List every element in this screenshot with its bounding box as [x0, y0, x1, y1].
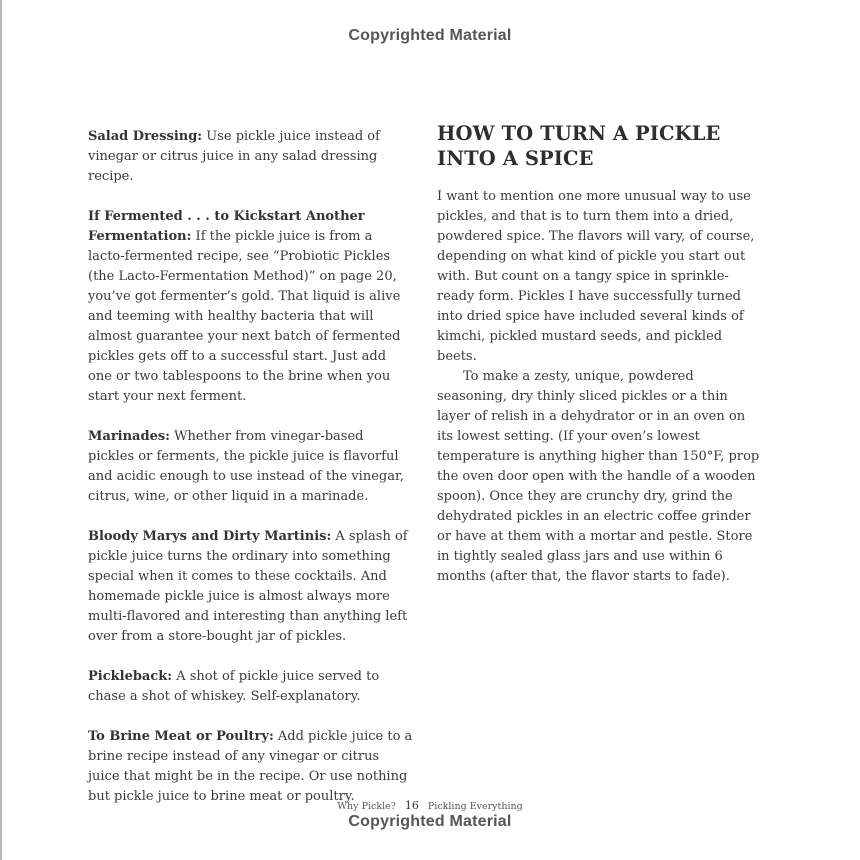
entry-term: Pickleback: [88, 669, 173, 684]
entry-text: A shot of pickle juice served to chase a shot of whiskey. Self-explanatory. [88, 669, 380, 704]
entry-cocktails [88, 527, 413, 647]
entry-text: Add pickle juice to a brine recipe instead of any vinegar or citrus juice that might be in the recipe. Or use nothing but pickle juice to brine meat or poultry. [88, 729, 413, 804]
page-footer [0, 799, 860, 812]
copyright-watermark-top: Copyrighted Material [348, 27, 512, 44]
page-edge [0, 0, 2, 860]
entry-text: Use pickle juice instead of vinegar or citrus juice in any salad dressing recipe. [88, 129, 380, 184]
entry-term: Marinades: [88, 429, 170, 444]
copyright-watermark-bottom: Copyrighted Material [348, 813, 512, 830]
footer-chapter: Pickling Everything [427, 801, 523, 812]
entry-salad-dressing [88, 127, 413, 187]
left-column [88, 127, 413, 827]
entry-term: To Brine Meat or Poultry: [88, 729, 274, 744]
entry-text: Whether from vinegar-based pickles or ferments, the pickle juice is flavorful and acidic enough to use instead of the vinegar, citrus, wine, or other liquid in a marinade. [88, 429, 404, 504]
body-paragraph: I want to mention one more unusual way to use pickles, and that is to turn them into a dried, powdered spice. The flavors will vary, of course, depending on what kind of pickle you start out with. But count on a tangy spice in sprinkle-ready form. Pickles I have successfully turned into dried spice have included several kinds of kimchi, pickled mustard seeds, and pickled beets. [437, 189, 755, 364]
entry-text: If the pickle juice is from a lacto-fermented recipe, see “Probiotic Pickles (the Lacto-Fermentation Method)” on page 20, you’ve got fermenter’s gold. That liquid is alive and teeming with healthy bacteria that will almost guarantee your next batch of fermented pickles gets off to a successful start. Just add one or two tablespoons to the brine when you start your next ferment. [88, 229, 401, 404]
section-heading: HOW TO TURN A PICKLE INTO A SPICE [437, 122, 721, 170]
page-number: 16 [404, 799, 419, 812]
entry-marinades [88, 427, 413, 507]
footer-book-section: Why Pickle? [337, 801, 396, 812]
entry-pickleback [88, 667, 413, 707]
entry-fermentation [88, 207, 413, 407]
entry-term: Salad Dressing: [88, 129, 203, 144]
entry-text: A splash of pickle juice turns the ordinary into something special when it comes to these cocktails. And homemade pickle juice is almost always more multi-flavored and interesting than anything left over from a store-bought jar of pickles. [88, 529, 408, 644]
body-paragraph: To make a zesty, unique, powdered seasoning, dry thinly sliced pickles or a thin layer of relish in a dehydrator or in an oven on its lowest setting. (If your oven’s lowest temperature is anything higher than 150°F, prop the oven door open with the handle of a wooden spoon). Once they are crunchy dry, grind the dehydrated pickles in an electric coffee grinder or have at them with a mortar and pestle. Store in tightly sealed glass jars and use within 6 months (after that, the flavor starts to fade). [437, 369, 760, 584]
entry-term: Bloody Marys and Dirty Martinis: [88, 529, 332, 544]
entry-brine-meat [88, 727, 413, 807]
right-column [437, 121, 762, 587]
entry-term: If Fermented . . . to Kickstart Another Fermentation: [88, 209, 365, 244]
